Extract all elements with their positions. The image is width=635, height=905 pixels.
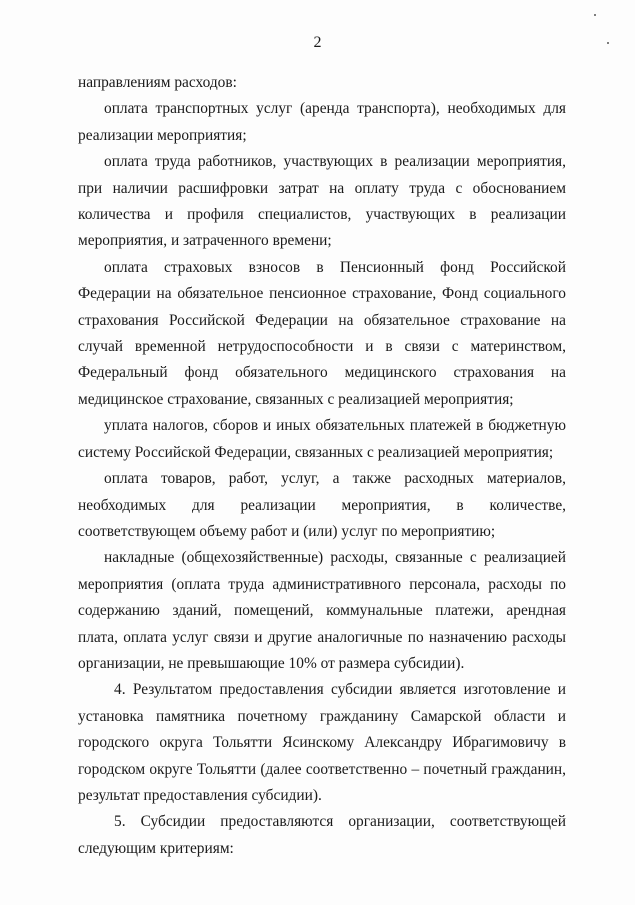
paragraph-subsidy-result: 4. Результатом предоставления субсидии является изготовление и установка памятника почетному гражданину Самарской области и городского округа Тольятти Ясинскому Александру Ибрагимовичу в городском округе Тольятти (далее соответственно – почетный гражданин, результат предоставления субсидии). bbox=[78, 681, 566, 804]
paragraph-expense-directions: направлениям расходов: bbox=[78, 74, 237, 91]
paragraph-subsidy-criteria: 5. Субсидии предоставляются организации, соответствующей следующим критериям: bbox=[78, 813, 566, 857]
paragraph-labor-payment: оплата труда работников, участвующих в реализации мероприятия, при наличии расшифровки затрат на оплату труда с обоснованием количества и профиля специалистов, участвующих в реализации мероприятия, и затраченного времени; bbox=[78, 153, 566, 250]
paragraph-goods-services: оплата товаров, работ, услуг, а также расходных материалов, необходимых для реализации мероприятия, в количестве, соответствующем объему работ и (или) услуг по мероприятию; bbox=[78, 470, 566, 540]
document-body bbox=[78, 70, 566, 862]
paragraph-overhead-expenses: накладные (общехозяйственные) расходы, связанные с реализацией мероприятия (оплата труда административного персонала, расходы по содержанию зданий, помещений, коммунальные платежи, арендная плата, оплата услуг связи и другие аналогичные по назначению расходы организации, не превышающие 10% от размера субсидии). bbox=[78, 549, 566, 672]
paragraph-insurance-contributions: оплата страховых взносов в Пенсионный фонд Российской Федерации на обязательное пенсионное страхование, Фонд социального страхования Российской Федерации на обязательное страхование на случай временной нетрудоспособности и в связи с материнством, Федеральный фонд обязательного медицинского страхования на медицинское страхование, связанных с реализацией мероприятия; bbox=[78, 258, 566, 408]
paragraph-transport-services: оплата транспортных услуг (аренда транспорта), необходимых для реализации мероприятия; bbox=[78, 100, 566, 144]
scan-speck bbox=[607, 42, 609, 44]
scan-speck bbox=[594, 14, 596, 16]
paragraph-taxes-fees: уплата налогов, сборов и иных обязательных платежей в бюджетную систему Российской Федерации, связанных с реализацией мероприятия; bbox=[78, 417, 566, 461]
page-number: 2 bbox=[313, 34, 322, 51]
